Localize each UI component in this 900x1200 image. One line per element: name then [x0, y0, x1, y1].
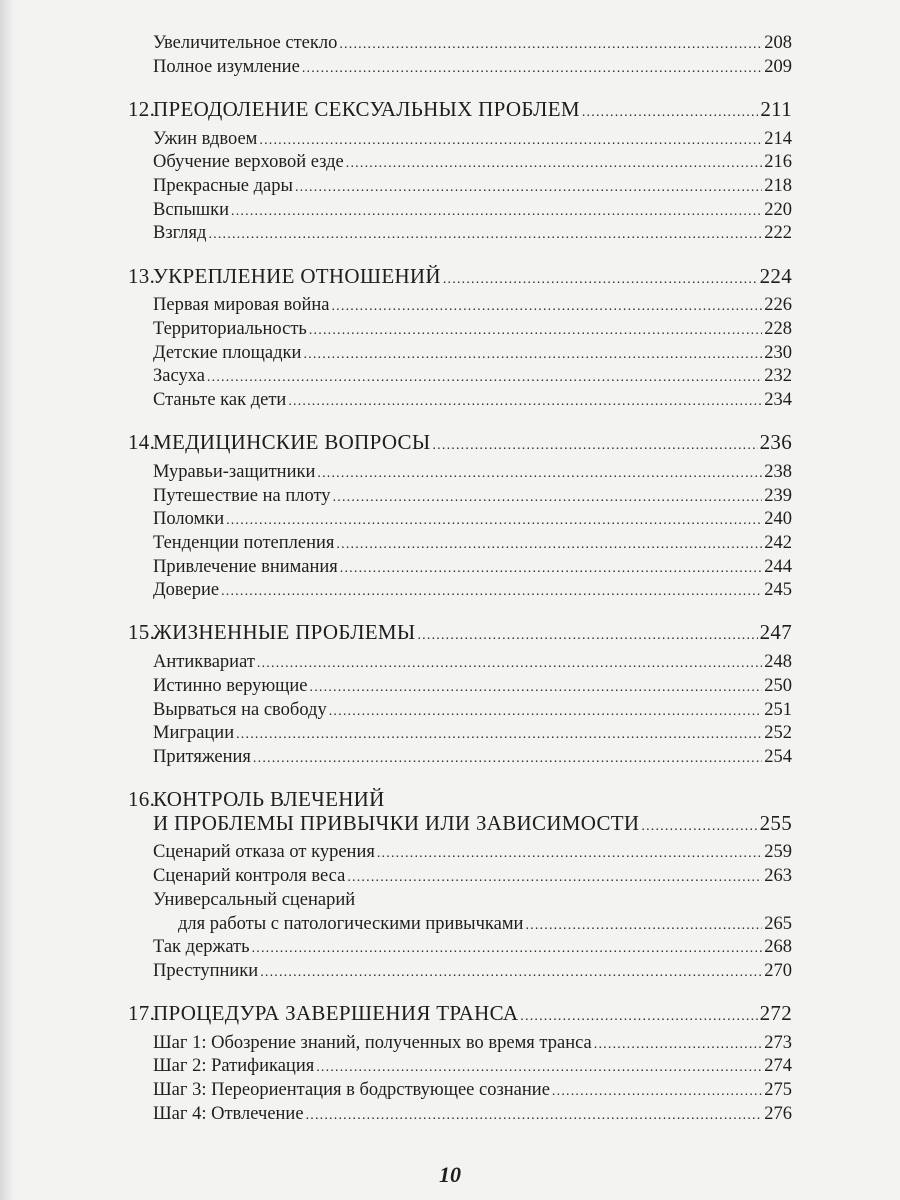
dot-leader	[443, 268, 758, 292]
dot-leader	[417, 624, 757, 648]
entry-page-number: 270	[764, 960, 792, 981]
entry-page-number: 252	[764, 723, 792, 744]
dot-leader	[316, 1056, 762, 1080]
entry-title: Преступники	[153, 960, 259, 981]
dot-leader	[221, 580, 762, 604]
dot-leader	[231, 200, 762, 224]
entry-title: ЖИЗНЕННЫЕ ПРОБЛЕМЫ	[153, 620, 416, 645]
entry-title: Истинно верующие	[153, 675, 308, 696]
toc-section-entry	[128, 175, 792, 199]
entry-title: Муравьи-защитники	[153, 461, 316, 482]
entry-title: И ПРОБЛЕМЫ ПРИВЫЧКИ ИЛИ ЗАВИСИМОСТИ	[153, 810, 640, 835]
entry-page-number: 263	[764, 866, 792, 887]
toc-section-entry	[128, 865, 792, 889]
entry-title: Обучение верховой езде	[153, 152, 344, 173]
toc-section-entry	[128, 128, 792, 152]
entry-title: Шаг 1: Обозрение знаний, полученных во время транса	[153, 1032, 592, 1053]
entry-page-number: 245	[764, 580, 792, 601]
chapter-number: 12.	[128, 96, 156, 121]
entry-title: Сценарий контроля веса	[153, 866, 346, 887]
entry-page-number: 255	[759, 810, 792, 835]
dot-leader	[252, 937, 763, 961]
chapter-number: 16.	[128, 787, 156, 812]
dot-leader	[525, 914, 762, 938]
toc-section-entry	[128, 556, 792, 580]
toc-chapter-entry	[128, 98, 792, 122]
toc-chapter-entry	[128, 812, 792, 836]
entry-page-number: 220	[764, 199, 792, 220]
entry-title: Поломки	[153, 509, 225, 530]
toc-section-entry	[128, 461, 792, 485]
dot-leader	[253, 747, 762, 771]
entry-page-number: 240	[764, 509, 792, 530]
entry-title: ПРЕОДОЛЕНИЕ СЕКСУАЛЬНЫХ ПРОБЛЕМ	[153, 96, 580, 121]
entry-title: Миграции	[153, 723, 235, 744]
dot-leader	[340, 557, 762, 581]
entry-title: Вспышки	[153, 199, 230, 220]
entry-title: Прекрасные дары	[153, 175, 293, 196]
dot-leader	[331, 295, 762, 319]
entry-page-number: 268	[764, 937, 792, 958]
dot-leader	[336, 533, 762, 557]
chapter-number: 13.	[128, 263, 156, 288]
toc-chapter-entry	[128, 1002, 792, 1026]
entry-title: Детские площадки	[153, 342, 302, 363]
dot-leader	[317, 462, 762, 486]
entry-page-number: 265	[764, 913, 792, 934]
entry-title: МЕДИЦИНСКИЕ ВОПРОСЫ	[153, 430, 431, 455]
entry-title: Так держать	[153, 937, 250, 958]
toc-section-entry	[128, 936, 792, 960]
entry-title: Шаг 3: Переориентация в бодрствующее сознание	[153, 1080, 550, 1101]
toc-section-entry	[128, 746, 792, 770]
dot-leader	[303, 343, 762, 367]
entry-page-number: 248	[764, 652, 792, 673]
entry-page-number: 238	[764, 461, 792, 482]
entry-title: Притяжения	[153, 746, 251, 767]
dot-leader	[257, 652, 762, 676]
entry-page-number: 239	[764, 485, 792, 506]
dot-leader	[309, 319, 762, 343]
dot-leader	[594, 1033, 762, 1057]
chapter-number: 14.	[128, 430, 156, 455]
dot-leader	[310, 676, 763, 700]
toc-section-entry	[128, 699, 792, 723]
entry-title: ПРОЦЕДУРА ЗАВЕРШЕНИЯ ТРАНСА	[153, 1001, 519, 1026]
dot-leader	[259, 129, 762, 153]
page-number: 10	[439, 1162, 461, 1187]
entry-title: Взгляд	[153, 223, 207, 244]
dot-leader	[207, 366, 762, 390]
toc-section-entry	[128, 199, 792, 223]
dot-leader	[329, 700, 763, 724]
toc-section-entry	[128, 532, 792, 556]
entry-page-number: 254	[764, 746, 792, 767]
toc-section-entry	[128, 222, 792, 246]
entry-title: Шаг 4: Отвлечение	[153, 1103, 304, 1124]
entry-title: Первая мировая война	[153, 295, 330, 316]
entry-title: Вырваться на свободу	[153, 699, 327, 720]
entry-page-number: 211	[760, 96, 792, 121]
dot-leader	[346, 152, 762, 176]
toc-chapter-entry	[128, 431, 792, 455]
toc-section-entry	[128, 389, 792, 413]
chapter-number: 17.	[128, 1001, 156, 1026]
toc-section-entry	[128, 651, 792, 675]
entry-title: Универсальный сценарий	[153, 889, 356, 910]
entry-title: Тенденции потепления	[153, 532, 335, 553]
entry-page-number: 242	[764, 532, 792, 553]
dot-leader	[306, 1104, 763, 1128]
entry-title: Увеличительное стекло	[153, 33, 338, 53]
entry-page-number: 224	[759, 263, 792, 288]
entry-title: Станьте как дети	[153, 389, 287, 410]
toc-section-entry	[128, 485, 792, 509]
dot-leader	[582, 101, 759, 125]
toc-section-entry	[128, 318, 792, 342]
toc-section-entry	[128, 722, 792, 746]
toc-section-entry	[128, 579, 792, 603]
toc-section-entry	[128, 889, 792, 913]
dot-leader	[339, 33, 762, 57]
entry-page-number: 222	[764, 223, 792, 244]
entry-title: УКРЕПЛЕНИЕ ОТНОШЕНИЙ	[153, 263, 441, 288]
dot-leader	[288, 390, 762, 414]
toc-section-entry	[128, 1079, 792, 1103]
toc-chapter-entry	[128, 621, 792, 645]
dot-leader	[260, 961, 762, 985]
entry-title: Территориальность	[153, 318, 307, 339]
entry-page-number: 259	[764, 842, 792, 863]
entry-title: Антиквариат	[153, 652, 255, 673]
toc-chapter-entry	[128, 788, 792, 812]
toc-section-entry	[128, 56, 792, 80]
toc-section-entry	[128, 1103, 792, 1127]
entry-page-number: 247	[759, 620, 792, 645]
entry-page-number: 276	[764, 1103, 792, 1124]
dot-leader	[641, 815, 757, 839]
entry-title: Шаг 2: Ратификация	[153, 1056, 315, 1077]
dot-leader	[295, 176, 762, 200]
entry-page-number: 251	[764, 699, 792, 720]
entry-title: для работы с патологическими привычками	[178, 913, 524, 934]
toc-section-entry	[128, 365, 792, 389]
chapter-number: 15.	[128, 620, 156, 645]
entry-title: Ужин вдвоем	[153, 128, 258, 149]
dot-leader	[552, 1080, 762, 1104]
entry-title: Доверие	[153, 580, 220, 601]
entry-page-number: 214	[764, 128, 792, 149]
toc-section-entry	[128, 32, 792, 56]
dot-leader	[377, 842, 762, 866]
entry-page-number: 236	[759, 430, 792, 455]
dot-leader	[208, 223, 762, 247]
entry-page-number: 209	[764, 56, 792, 77]
entry-page-number: 218	[764, 175, 792, 196]
entry-page-number: 216	[764, 152, 792, 173]
entry-page-number: 272	[759, 1001, 792, 1026]
dot-leader	[226, 509, 762, 533]
toc-section-entry	[128, 1032, 792, 1056]
entry-page-number: 234	[764, 389, 792, 410]
entry-page-number: 230	[764, 342, 792, 363]
entry-page-number: 273	[764, 1032, 792, 1053]
toc-section-entry	[128, 913, 792, 937]
entry-title: Путешествие на плоту	[153, 485, 331, 506]
entry-title: Привлечение внимания	[153, 556, 338, 577]
entry-page-number: 274	[764, 1056, 792, 1077]
toc-section-entry	[128, 841, 792, 865]
page-gutter-shadow	[0, 0, 14, 1200]
entry-page-number: 232	[764, 366, 792, 387]
dot-leader	[432, 434, 757, 458]
entry-page-number: 228	[764, 318, 792, 339]
entry-page-number: 275	[764, 1080, 792, 1101]
entry-page-number: 208	[764, 33, 792, 53]
dot-leader	[347, 866, 762, 890]
entry-title: Полное изумление	[153, 56, 300, 77]
entry-title: Засуха	[153, 366, 205, 387]
entry-page-number: 226	[764, 295, 792, 316]
entry-page-number: 244	[764, 556, 792, 577]
toc-section-entry	[128, 675, 792, 699]
entry-title: КОНТРОЛЬ ВЛЕЧЕНИЙ	[153, 787, 385, 812]
table-of-contents	[128, 32, 792, 1127]
toc-chapter-entry	[128, 265, 792, 289]
toc-section-entry	[128, 294, 792, 318]
toc-section-entry	[128, 1055, 792, 1079]
toc-section-entry	[128, 508, 792, 532]
dot-leader	[333, 486, 763, 510]
toc-section-entry	[128, 342, 792, 366]
toc-section-entry	[128, 960, 792, 984]
dot-leader	[520, 1005, 757, 1029]
dot-leader	[236, 723, 762, 747]
entry-page-number: 250	[764, 675, 792, 696]
dot-leader	[302, 57, 762, 81]
toc-section-entry	[128, 151, 792, 175]
entry-title: Сценарий отказа от курения	[153, 842, 375, 863]
